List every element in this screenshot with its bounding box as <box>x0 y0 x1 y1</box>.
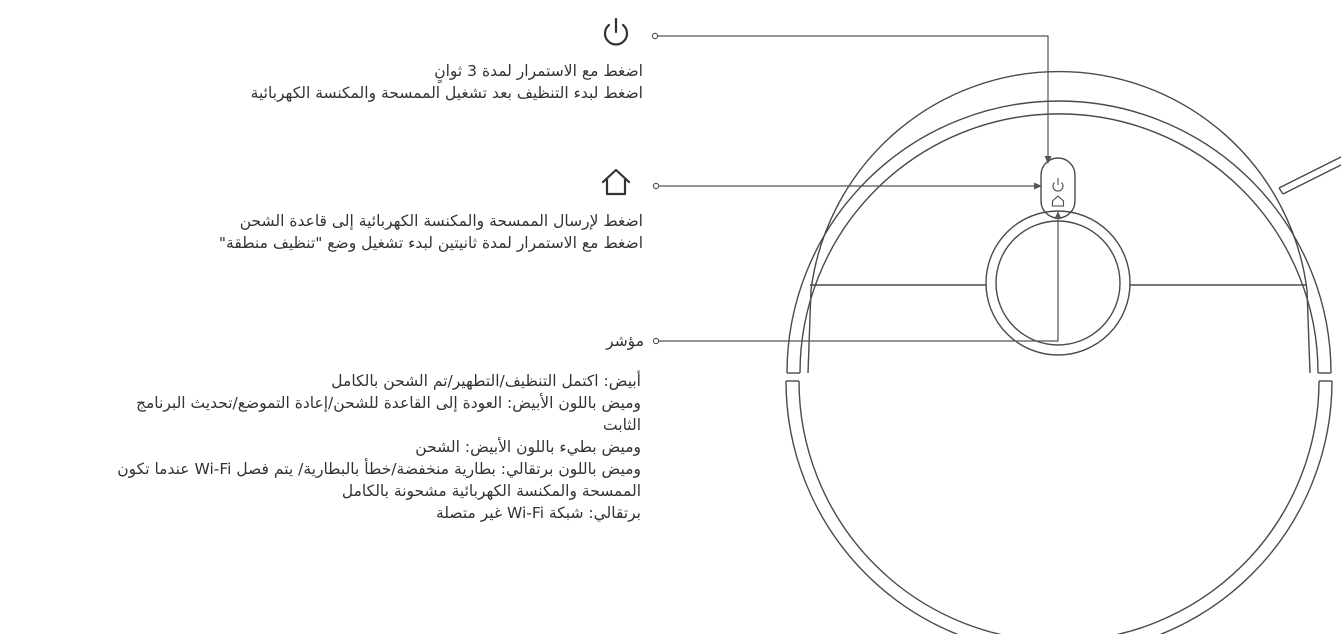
indicator-line-7: برتقالي: شبكة Wi-Fi غير متصلة <box>435 504 641 522</box>
callout-power <box>658 36 1048 158</box>
power-line-1: اضغط مع الاستمرار لمدة 3 ثوانٍ <box>434 62 643 80</box>
dock-line-2: اضغط مع الاستمرار لمدة ثانيتين لبدء تشغيل وضع "تنظيف منطقة" <box>218 234 643 252</box>
panel-home-icon <box>1053 196 1064 206</box>
power-line-2: اضغط لبدء التنظيف بعد تشغيل الممسحة والمكنسة الكهربائية <box>250 84 643 102</box>
indicator-line-6: الممسحة والمكنسة الكهربائية مشحونة بالكامل <box>341 482 641 500</box>
home-icon <box>599 167 633 197</box>
indicator-line-3: الثابت <box>603 416 641 434</box>
power-description <box>251 60 643 104</box>
indicator-line-5: وميض باللون برتقالي: بطارية منخفضة/خطأ بالبطارية/ يتم فصل Wi-Fi عندما تكون <box>117 460 641 478</box>
button-panel <box>1041 158 1075 218</box>
outer-ring-top <box>787 101 1331 373</box>
dock-line-1: اضغط لإرسال الممسحة والمكنسة الكهربائية إلى قاعدة الشحن <box>239 212 643 230</box>
indicator-line-4: وميض بطيء باللون الأبيض: الشحن <box>415 438 641 456</box>
inner-ring-bottom <box>799 381 1319 634</box>
side-brush <box>1279 157 1341 194</box>
indicator-line-2: وميض باللون الأبيض: العودة إلى القاعدة للشحن/إعادة التموضع/تحديث البرنامج <box>136 394 641 412</box>
power-icon <box>599 16 633 50</box>
indicator-title: مؤشر <box>606 332 644 350</box>
dock-description <box>219 210 643 254</box>
inner-ring-top <box>800 114 1318 373</box>
outer-ring-bottom <box>786 381 1332 634</box>
indicator-line-1: أبيض: اكتمل التنظيف/التطهير/تم الشحن بالكامل <box>331 372 641 390</box>
indicator-description <box>117 370 641 524</box>
